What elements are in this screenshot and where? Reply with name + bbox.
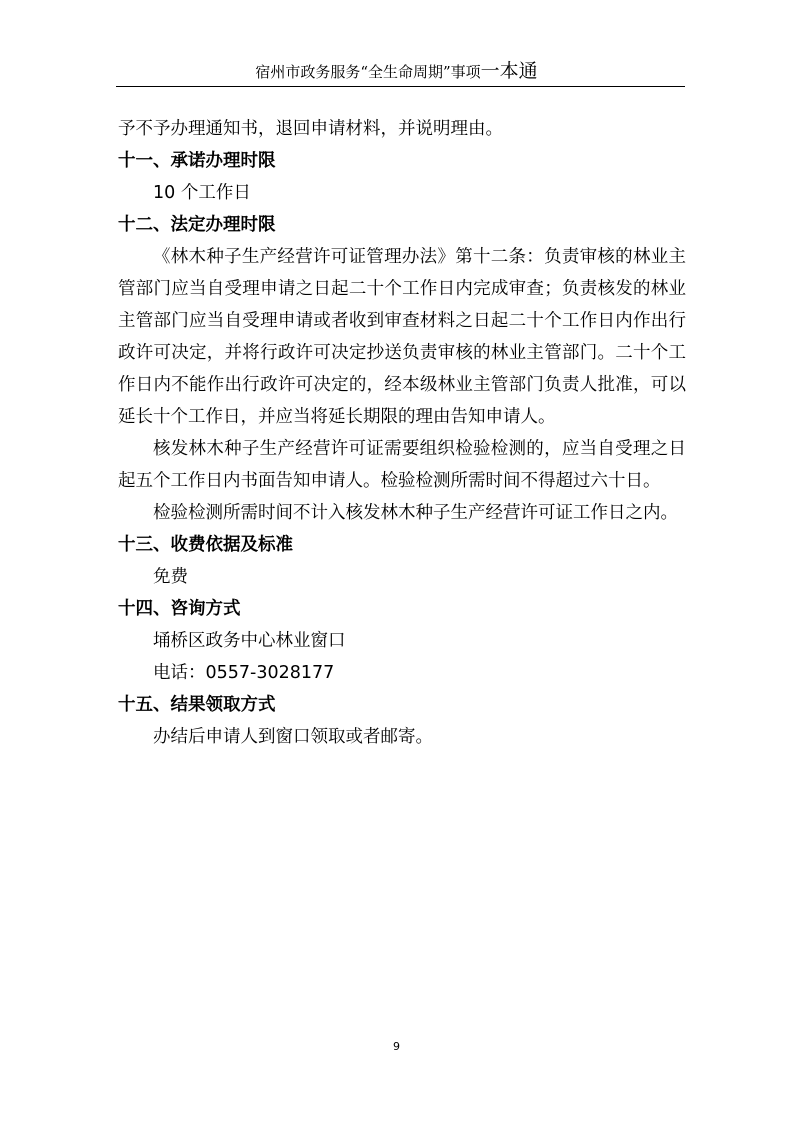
continued-paragraph: 予不予办理通知书，退回申请材料，并说明理由。 xyxy=(118,119,503,139)
section-heading-statutory-time-limit: 十二、法定办理时限 xyxy=(118,215,276,235)
running-header xyxy=(0,60,793,83)
document-body xyxy=(118,113,686,753)
consultation-location: 埇桥区政务中心林业窗口 xyxy=(153,631,346,651)
section-heading-result-collection: 十五、结果领取方式 xyxy=(118,695,276,715)
promised-time-limit-value: 10 个工作日 xyxy=(153,183,251,203)
consultation-phone: 电话：0557-3028177 xyxy=(153,663,335,683)
page-number: 9 xyxy=(393,1040,400,1053)
header-title-tail: 一本通 xyxy=(480,60,538,82)
section-heading-consultation: 十四、咨询方式 xyxy=(118,599,241,619)
inspection-time-exclusion-paragraph: 检验检测所需时间不计入核发林木种子生产经营许可证工作日之内。 xyxy=(153,503,678,523)
header-title: 宿州市政务服务“全生命周期”事项 xyxy=(255,63,481,81)
header-divider xyxy=(116,86,685,87)
section-heading-fees: 十三、收费依据及标准 xyxy=(118,535,293,555)
result-collection-value: 办结后申请人到窗口领取或者邮寄。 xyxy=(153,727,433,747)
statutory-time-limit-paragraph: 《林木种子生产经营许可证管理办法》第十二条：负责审核的林业主管部门应当自受理申请之日起二十个工作日内完成审查；负责核发的林业主管部门应当自受理申请或者收到审查材料之日起二十个工作日内作出行政许可决定，并将行政许可决定抄送负责审核的林业主管部门。二十个工作日内不能作出行政许可决定的，经本级林业主管部门负责人批准，可以延长十个工作日，并应当将延长期限的理由告知申请人。 xyxy=(118,247,686,427)
inspection-notice-paragraph: 核发林木种子生产经营许可证需要组织检验检测的，应当自受理之日起五个工作日内书面告知申请人。检验检测所需时间不得超过六十日。 xyxy=(118,439,686,491)
section-heading-promised-time-limit: 十一、承诺办理时限 xyxy=(118,151,276,171)
fees-value: 免费 xyxy=(153,567,188,587)
